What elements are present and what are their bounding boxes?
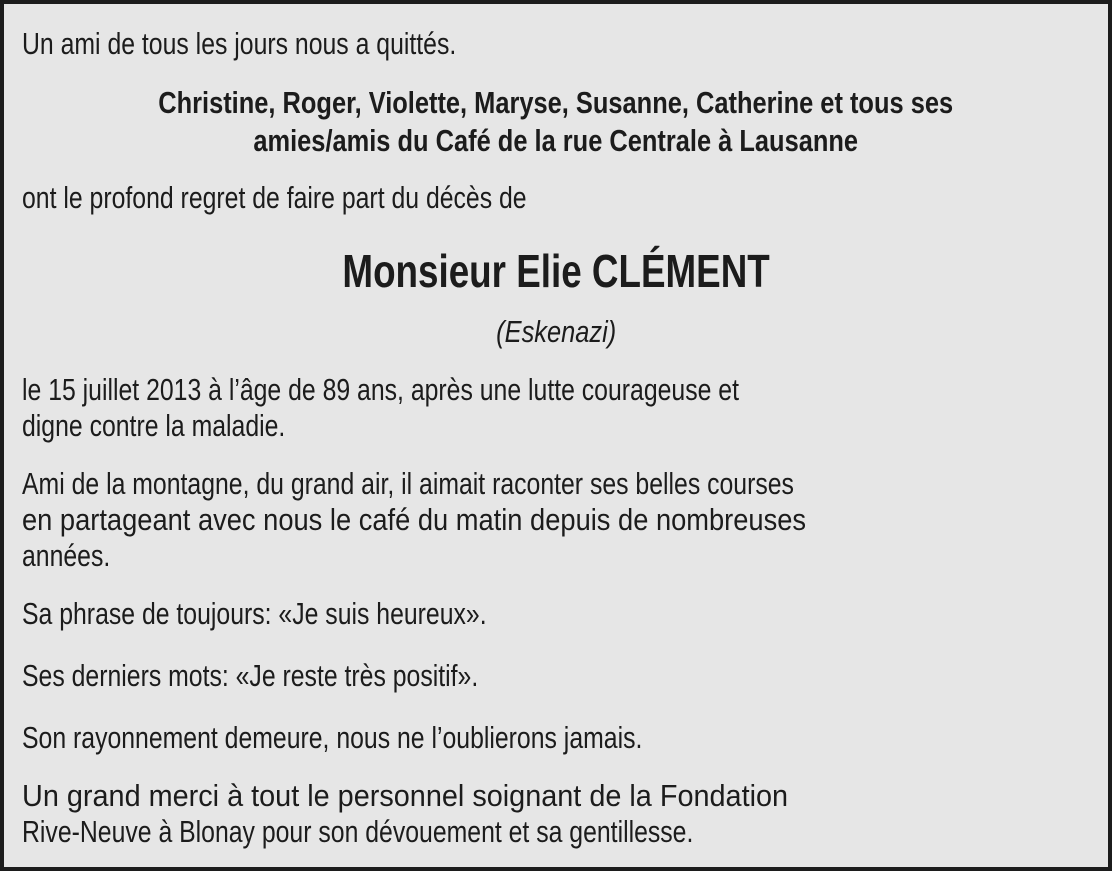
memory-paragraph bbox=[22, 466, 1092, 574]
legacy-line: Son rayonnement demeure, nous ne l’oublierons jamais. bbox=[22, 720, 643, 755]
phrase-line: Sa phrase de toujours: «Je suis heureux». bbox=[22, 596, 487, 631]
announcement-line: ont le profond regret de faire part du décès de bbox=[22, 180, 527, 215]
intro-line: Un ami de tous les jours nous a quittés. bbox=[22, 26, 457, 61]
death-line-2: digne contre la maladie. bbox=[22, 408, 286, 443]
legacy-paragraph bbox=[22, 720, 1092, 756]
announcement-text bbox=[22, 180, 1092, 216]
death-line-1: le 15 juillet 2013 à l’âge de 89 ans, après une lutte courageuse et bbox=[22, 372, 739, 407]
last-words-line: Ses derniers mots: «Je reste très positif». bbox=[22, 658, 479, 693]
thanks-line-2: Rive-Neuve à Blonay pour son dévouement et sa gentillesse. bbox=[22, 814, 694, 849]
thanks-paragraph bbox=[22, 778, 1092, 850]
alias-text bbox=[4, 314, 1108, 350]
alias-line: (Eskenazi) bbox=[495, 314, 617, 349]
thanks-line-1: Un grand merci à tout le personnel soignant de la Fondation bbox=[22, 778, 789, 813]
memory-line-1: Ami de la montagne, du grand air, il aimait raconter ses belles courses bbox=[22, 466, 794, 501]
senders-line-1: Christine, Roger, Violette, Maryse, Susanne, Catherine et tous ses bbox=[158, 85, 954, 120]
deceased-name-text: Monsieur Elie CLÉMENT bbox=[342, 245, 770, 297]
intro-text bbox=[22, 26, 1092, 62]
memory-line-2: en partageant avec nous le café du matin depuis de nombreuses bbox=[22, 502, 807, 537]
death-paragraph bbox=[22, 372, 1092, 444]
memory-line-3: années. bbox=[22, 538, 111, 573]
deceased-name bbox=[4, 244, 1108, 298]
senders-block bbox=[4, 84, 1108, 160]
phrase-paragraph bbox=[22, 596, 1092, 632]
senders-line-2: amies/amis du Café de la rue Centrale à Lausanne bbox=[253, 123, 859, 158]
last-words-paragraph bbox=[22, 658, 1092, 694]
